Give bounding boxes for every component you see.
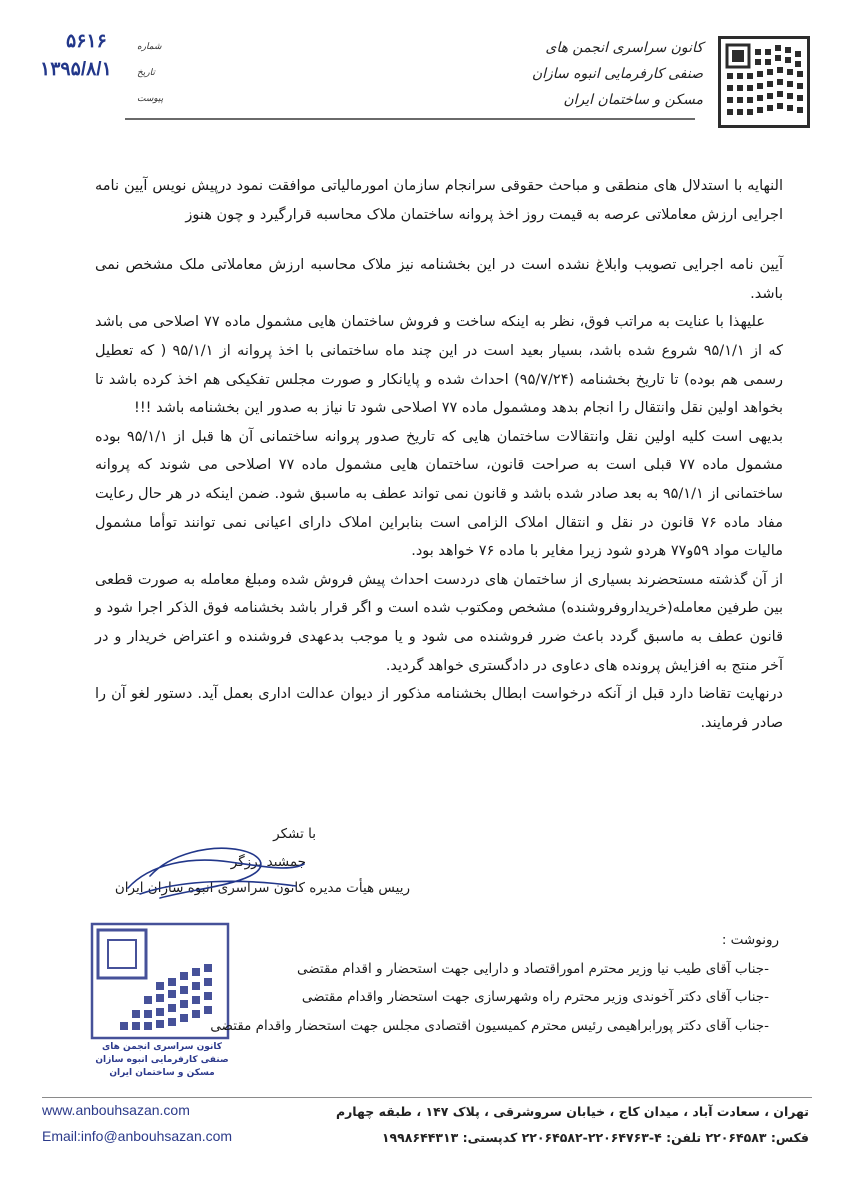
paragraph-5: از آن گذشته مستحضرند بسیاری از ساختمان های دردست احداث پیش فروش شده ومبلغ معامله به صورت قطعی بین طرفین معامله(خریداروفروشنده) مشخص ومکتوب شده است و اگر قرار باشد بخشنامه فوق الذکر اجرا شود و قانون عطف به ماسبق گردد باعث ضرر فروشنده می شود و یا موجب بدعهدی فروشنده و اعتراض خریدار و در آخر منتج به افزایش پرونده های دعاوی در دادگستری خواهد گردید. — [95, 571, 783, 674]
header-divider — [125, 118, 695, 120]
paragraph-2: آیین نامه اجرایی تصویب وابلاغ نشده است در این بخشنامه نیز ملاک محاسبه ارزش معاملاتی ملک مشخص نمی باشد. — [95, 257, 783, 302]
building-logo-icon — [721, 39, 807, 125]
cc-item-2: -جناب آقای دکتر آخوندی وزیر محترم راه وشهرسازی جهت استحضار واقدام مقتضی — [301, 989, 769, 1005]
footer-divider — [42, 1097, 812, 1098]
org-name-line-1: کانون سراسری انجمن های — [545, 40, 703, 56]
website-link[interactable]: www.anbouhsazan.com — [42, 1102, 190, 1118]
stamp-line-2: صنفی کارفرمایی انبوه سازان — [95, 1055, 229, 1065]
handwritten-signature — [120, 836, 310, 914]
org-logo — [718, 36, 810, 128]
signatory-title: رییس هیأت مدیره کانون سراسری انبوه سازان ایران — [114, 880, 410, 896]
cc-list — [210, 926, 779, 1040]
letter-number: ۵۶۱۶ — [66, 31, 107, 52]
signatory-name: جمشید برزگر — [230, 854, 306, 870]
paragraph-3: علیهذا با عنایت به مراتب فوق، نظر به اینکه ساخت و فروش ساختمان هایی مشمول ماده ۷۷ اصلاحی می باشد که از ۹۵/۱/۱ شروع شده باشد، بسیار بعید است در این چند ماه ساختمانی با اخذ پروانه از ۹۵/۱/۱ ( که تعطیل رسمی هم بوده) تا تاریخ بخشنامه (۹۵/۷/۲۴) احداث شده و پایانکار و صورت مجلس تفکیکی هم اخذ کرده باشد تا بخواهد اولین نقل وانتقال را انجام بدهد ومشمول ماده ۷۷ اصلاحی شود تا نیاز به صدور این بخشنامه باشد !!! — [95, 314, 783, 417]
stamp-line-3: مسکن و ساختمان ایران — [109, 1068, 215, 1078]
number-label: شماره — [137, 42, 162, 52]
paragraph-4: بدیهی است کلیه اولین نقل وانتقالات ساختمان هایی که تاریخ صدور پروانه ساختمانی آن ها قبل از ۹۵/۱/۱ بوده مشمول ماده ۷۷ قبلی است به صراحت قانون، ساختمان هایی مشمول ماده ۷۷ اصلاحی می شوند که پروانه ساختمانی از ۹۵/۱/۱ به بعد صادر شده باشد و قانون نمی تواند عطف به ماسبق شود. ضمن اینکه در هر حال رعایت مفاد ماده ۷۶ قانون در نقل و انتقال املاک الزامی است بنابراین املاک دارای اعیانی نمی توانند توأما مشمول مالیات مواد ۵۹و۷۷ هردو شود زیرا مغایر با ماده ۷۶ خواهد بود. — [95, 428, 784, 560]
paragraph-6: درنهایت تقاضا دارد قبل از آنکه درخواست ابطال بخشنامه مذکور از دیوان عدالت اداری بعمل آید. دستور لغو آن را صادر فرمایند. — [95, 686, 783, 731]
email-link[interactable]: Email:info@anbouhsazan.com — [42, 1128, 233, 1144]
attachment-label: پیوست — [137, 94, 164, 104]
stamp-line-1: کانون سراسری انجمن های — [102, 1042, 222, 1052]
address-text: تهران ، سعادت آباد ، میدان کاج ، خیابان سروشرقی ، پلاک ۱۴۷ ، طبقه چهارم — [335, 1104, 809, 1119]
cc-heading: رونوشت : — [721, 932, 779, 948]
date-label: تاریخ — [137, 68, 155, 78]
contact-numbers: فکس: ۲۲۰۶۴۵۸۳ تلفن: ۴-۲۲۰۶۴۷۶۳-۲۲۰۶۴۵۸۲ کدپستی: ۱۹۹۸۶۴۴۳۱۳ — [381, 1130, 809, 1145]
paragraph-1: النهایه با استدلال های منطقی و مباحث حقوقی سرانجام سازمان امورمالیاتی موافقت نمود درپیش نویس آیین نامه اجرایی ارزش معاملاتی عرصه به قیمت روز اخذ پروانه ساختمان ملاک محاسبه قرارگیرد و چون هنوز — [95, 178, 783, 223]
cc-item-1: -جناب آقای طیب نیا وزیر محترم اموراقتصاد و دارایی جهت استحضار و اقدام مقتضی — [296, 960, 769, 977]
org-name-line-3: مسکن و ساختمان ایران — [563, 92, 703, 108]
cc-item-3: -جناب آقای دکتر پورابراهیمی رئیس محترم کمیسیون اقتصادی مجلس جهت استحضار واقدام مقتضی — [210, 1017, 769, 1034]
letter-body — [95, 172, 783, 737]
closing-text: با تشکر — [273, 826, 316, 842]
letter-date: ۱۳۹۵/۸/۱ — [40, 59, 112, 80]
org-name-line-2: صنفی کارفرمایی انبوه سازان — [531, 66, 703, 82]
